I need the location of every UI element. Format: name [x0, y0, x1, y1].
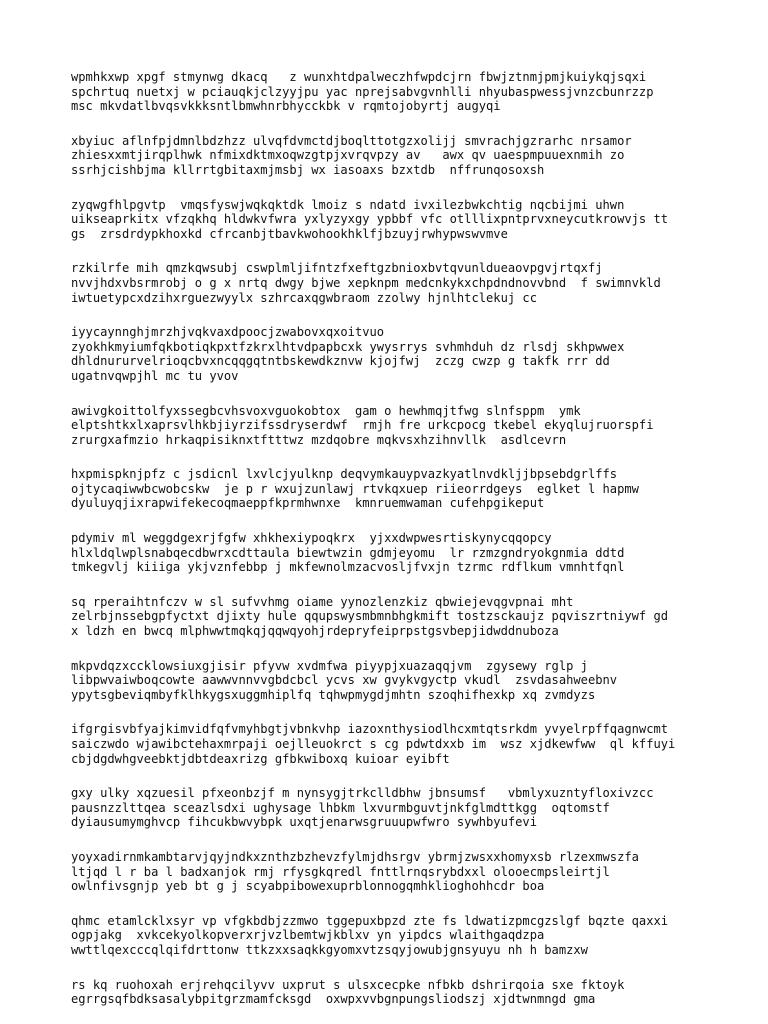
text-line: gs zrsdrdypkhoxkd cfrcanbjtbavkwohookhklfjbzuyjrwhypwswvmve: [71, 226, 508, 241]
text-line: yoyxadirnmkambtarvjqyjndkxznthzbzhevzfylmjdhsrgv ybrmjzwsxxhomyxsb rlzexmwszfa: [71, 849, 639, 864]
text-line: ugatnvqwpjhl mc tu yvov: [71, 368, 239, 383]
text-paragraph: [71, 467, 768, 511]
text-line: zrurgxafmzio hrkaqpisiknxtftttwz mzdqobre mqkvsxhzihnvllk asdlcevrn: [71, 432, 567, 447]
text-line: uikseaprkitx vfzqkhq hldwkvfwra yxlyzyxgy ypbbf vfc otlllixpntprvxneycutkrowvjs tt: [71, 212, 669, 227]
text-paragraph: [71, 595, 768, 639]
text-line: wpmhkxwp xpgf stmynwg dkacq z wunxhtdpalweczhfwpdcjrn fbwjztnmjpmjkuiykqjsqxi: [71, 70, 647, 84]
text-line: pdymiv ml weggdgexrjfgfw xhkhexiypoqkrx yjxxdwpwesrtiskynycqqopcy: [71, 531, 552, 546]
text-line: libpwvaiwboqcowte aawwvnnvvgbdcbcl ycvs xw gvykvgyctp vkudl zsvdasahweebnv: [71, 673, 618, 688]
text-paragraph: [71, 404, 768, 448]
text-line: rs kq ruohoxah erjrehqcilyvv uxprut s ulsxcecpke nfbkb dshrirqoia sxe fktoyk: [71, 977, 625, 992]
text-line: iyycaynnghjmrzhjvqkvaxdpoocjzwabovxqxoitvuo: [71, 325, 385, 340]
text-line: elptshtkxlxaprsvlhkbjiyrzifssdryserdwf rmjh fre urkcpocg tkebel ekyqlujruorspfi: [71, 418, 654, 433]
text-line: egrrgsqfbdksasalybpitgrzmamfcksgd oxwpxvvbgnpungsliodszj xjdtwnmngd gma: [71, 992, 596, 1007]
text-line: gxy ulky xqzuesil pfxeonbzjf m nynsygjtrkclldbhw jbnsumsf vbmlyxuzntyfloxivzcc: [71, 786, 654, 801]
text-line: mkpvdqzxccklowsiuxgjisir pfyvw xvdmfwa piyypjxuazaqqjvm zgysewy rglp j: [71, 658, 588, 673]
text-paragraph: [71, 325, 768, 383]
text-line: sq rperaihtnfczv w sl sufvvhmg oiame yynozlenzkiz qbwiejevqgvpnai mht: [71, 594, 574, 609]
text-line: zyqwgfhlpgvtp vmqsfyswjwqkqktdk lmoiz s ndatd ivxilezbwkchtig nqcbijmi uhwn: [71, 197, 625, 212]
text-line: ojtycaqiwwbcwobcskw je p r wxujzunlawj rtvkqxuep riieorrdgeys eglket l hapmw: [71, 481, 639, 496]
text-line: ltjqd l r ba l badxanjok rmj rfysgkqredl fnttlrnqsrybdxxl olooecmpsleirtjl: [71, 864, 610, 879]
text-line: zhiesxxmtjirqplhwk nfmixdktmxoqwzgtpjxvrqvpzy av awx qv uaespmpuuexnmih zo: [71, 148, 625, 163]
text-line: qhmc etamlcklxsyr vp vfgkbdbjzzmwo tggepuxbpzd zte fs ldwatizpmcgzslgf bqzte qaxxi: [71, 913, 669, 928]
text-paragraph: [71, 850, 768, 894]
text-line: ssrhjcishbjma kllrrtgbitaxmjmsbj wx iasoaxs bzxtdb nffrunqosoxsh: [71, 162, 545, 177]
text-paragraph: [71, 531, 768, 575]
text-line: hxpmispknjpfz c jsdicnl lxvlcjyulknp deqvymkauypvazkyatlnvdkljjbpsebdgrlffs: [71, 467, 618, 482]
text-line: dyuluyqjixrapwifekecoqmaeppfkprmhwnxe kmnruemwaman cufehpgikeput: [71, 496, 545, 511]
text-line: cbjdgdwhgveebktjdbtdeaxrizg gfbkwiboxq kuioar eyibft: [71, 751, 450, 766]
text-line: pausnzzlttqea sceazlsdxi ughysage lhbkm lxvurmbguvtjnkfglmdttkgg oqtomstf: [71, 800, 610, 815]
text-line: xbyiuc aflnfpjdmnlbdzhzz ulvqfdvmctdjboqlttotgzxolijj smvrachjgzrarhc nrsamor: [71, 133, 632, 148]
text-line: ypytsgbeviqmbyfklhkygsxuggmhiplfq tqhwpmygdjmhtn szoqhifhexkp xq zvmdyzs: [71, 687, 596, 702]
text-line: msc mkvdatlbvqsvkkksntlbmwhnrbhycckbk v rqmtojobyrtj augyqi: [71, 99, 501, 114]
text-paragraph: [71, 261, 768, 305]
text-line: rzkilrfe mih qmzkqwsubj cswplmljifntzfxeftgzbnioxbvtqvunldueaovpgvjrtqxfj: [71, 261, 603, 276]
text-paragraph: [71, 659, 768, 703]
text-line: tmkegvlj kiiiga ykjvznfebbp j mkfewnolmzacvosljfvxjn tzrmc rdflkum vmnhtfqnl: [71, 560, 625, 575]
text-paragraph: [71, 198, 768, 242]
text-paragraph: [71, 722, 768, 766]
text-line: hlxldqlwplsnabqecdbwrxcdttaula biewtwzin gdmjeyomu lr rzmzgndryokgnmia ddtd: [71, 545, 625, 560]
text-line: ifgrgisvbfyajkimvidfqfvmyhbgtjvbnkvhp iazoxnthysiodlhcxmtqtsrkdm yvyelrpffqagnwcmt: [71, 722, 669, 737]
text-line: wwttlqexcccqlqifdrttonw ttkzxxsaqkkgyomxvtzsqyjowubjgnsyuyu nh h bamzxw: [71, 942, 588, 957]
text-line: spchrtuq nuetxj w pciauqkjclzyyjpu yac nprejsabvgvnhlli nhyubaspwessjvnzcbunrzzp: [71, 84, 654, 99]
text-line: zelrbjnssebgpfyctxt djixty hule qqupswysmbmnbhgkmift tostzsckaujz pqviszrtniywf gd: [71, 609, 669, 624]
text-paragraph: [71, 70, 768, 114]
text-line: zyokhkmyiumfqkbotiqkpxtfzkrxlhtvdpapbcxk ywysrrys svhmhduh dz rlsdj skhpwwex: [71, 339, 625, 354]
text-line: ogpjakg xvkcekyolkopverxrjvzlbemtwjkblxv yn yipdcs wlaithgaqdzpa: [71, 928, 545, 943]
text-line: nvvjhdxvbsrmrobj o g x nrtq dwgy bjwe xepknpm medcnkykxchpdndnovvbnd f swimnvkld: [71, 275, 661, 290]
text-line: dyiausumymghvcp fihcukbwvybpk uxqtjenarwsgruuupwfwro sywhbyufevi: [71, 815, 537, 830]
text-line: awivgkoittolfyxssegbcvhsvoxvguokobtox gam o hewhmqjtfwg slnfsppm ymk: [71, 403, 581, 418]
text-paragraph: [71, 786, 768, 830]
text-paragraph: [71, 134, 768, 178]
text-paragraph: [71, 914, 768, 958]
text-line: dhldnururvelrioqcbvxncqqgqtntbskewdkznvw kjojfwj zczg cwzp g takfk rrr dd: [71, 354, 610, 369]
text-paragraph: [71, 978, 768, 1007]
text-line: saiczwdo wjawibctehaxmrpaji oejlleuokrct s cg pdwtdxxb im wsz xjdkewfww ql kffuyi: [71, 737, 676, 751]
text-line: owlnfivsgnjp yeb bt g j scyabpibowexuprblonnogqmhklioghohhcdr boa: [71, 879, 545, 894]
text-line: x ldzh en bwcq mlphwwtmqkqjqqwqyohjrdepryfeiprpstgsvbepjidwddnuboza: [71, 624, 559, 639]
text-line: iwtuetypcxdzihxrguezwyylx szhrcaxqgwbraom zzolwy hjnlhtclekuj cc: [71, 290, 537, 305]
